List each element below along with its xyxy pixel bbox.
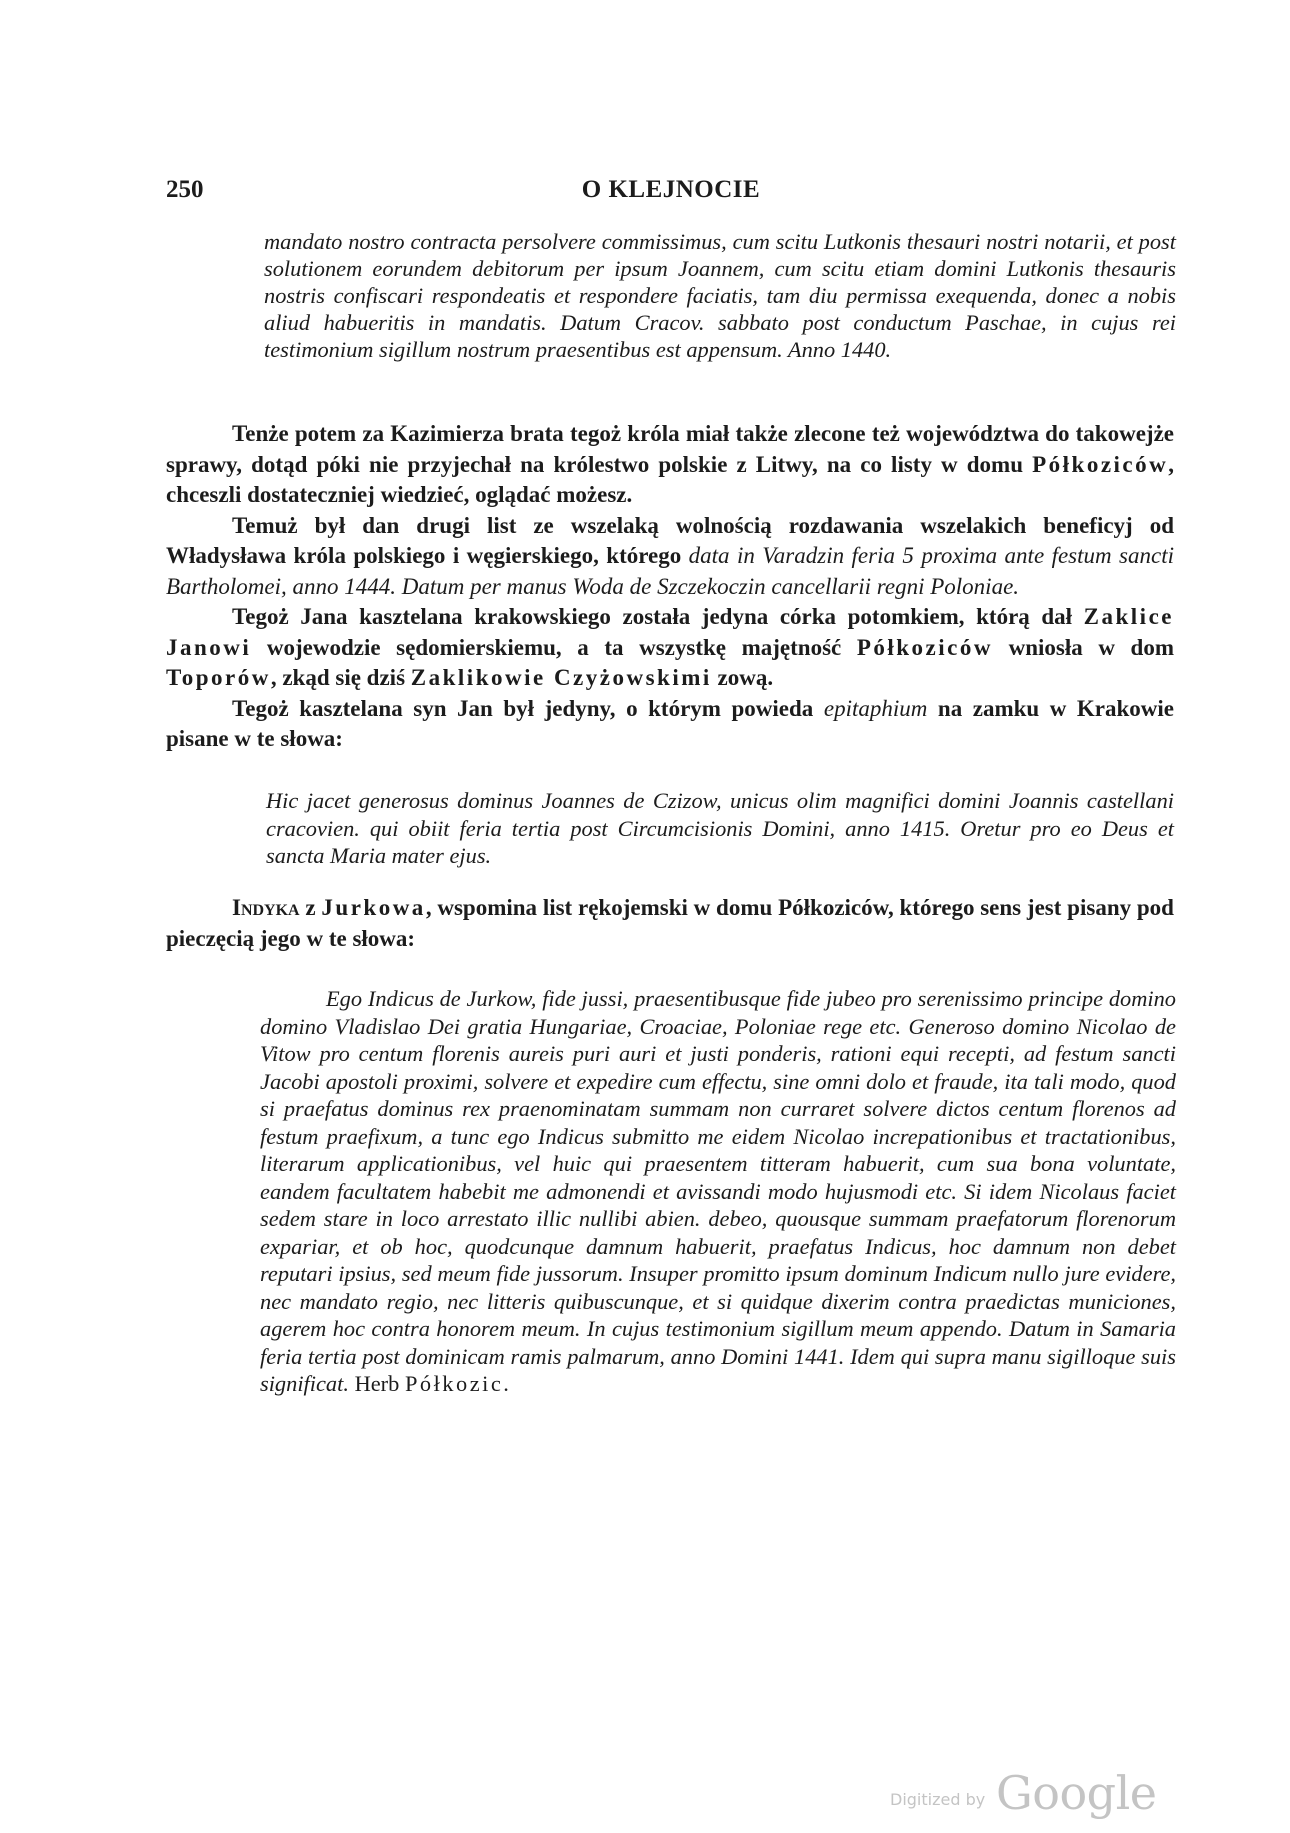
indyka-text (166, 893, 1174, 954)
family-name: Półkoziców (856, 634, 993, 660)
latin-date-phrase: data in Varadzin feria 5 proxima ante festum sancti Bartholomei, anno 1444. Datum per manus Woda de Szczekoczin cancellarii regni Poloniae. (166, 543, 1174, 599)
family-name: Półkoziców (1032, 451, 1169, 477)
main-text (166, 419, 1174, 755)
paragraph-temuz: Temuż był dan drugi list ze wszelaką wolnością rozdawania wszelakich beneficyj od Władysława króla polskiego i węgierskiego, którego data in Varadzin feria 5 proxima ante festum sancti Bartholomei, anno 1444. Datum per manus Woda de Szczekoczin cancellarii regni Poloniae. (166, 512, 1174, 599)
family-name: Zaklikowie Czyżowskimi (410, 665, 712, 690)
watermark-prefix: Digitized by (890, 1790, 986, 1809)
google-logo: Google (996, 1766, 1157, 1820)
herb-label: Herb (354, 1371, 400, 1396)
place-name: Jurkowa (321, 895, 426, 920)
page-number: 250 (166, 176, 204, 203)
running-title: O KLEJNOCIE (581, 176, 761, 203)
paragraph-indyka: Indyka z Jurkowa, wspomina list rękojemski w domu Półkoziców, którego sens jest pisany pod pieczęcią jego w te słowa: (166, 895, 1174, 951)
family-name: Toporów (166, 665, 271, 690)
epitaphium-word: epitaphium (823, 695, 928, 721)
paragraph-tegoz-jana: Tegoż Jana kasztelana krakowskiego została jedyna córka potomkiem, którą dał Zaklice Janowi wojewodzie sędomierskiemu, a ta wszystkę majętność Półkoziców wniosła w dom Toporów, zkąd się dziś Zaklikowie Czyżowskimi zową. (166, 604, 1174, 690)
running-head (166, 176, 1176, 210)
entry-headword: Indyka (232, 895, 300, 920)
paragraph-tegoz-kasztelana: Tegoż kasztelana syn Jan był jedyny, o którym powieda epitaphium na zamku w Krakowie pisane w te słowa: (166, 695, 1175, 751)
herb-name: Półkozic. (404, 1371, 512, 1396)
latin-document-continuation: mandato nostro contracta persolvere commissimus, cum scitu Lutkonis thesauri nostri notarii, et post solutionem eorundem debitorum per ipsum Joannem, cum scitu etiam domini Lutkonis thesauris nostris confiscari respondeatis et respondere faciatis, tam diu permissa exequenda, donec a nobis aliud habueritis in mandatis. Datum Cracov. sabbato post conductum Paschae, in cujus rei testimonium sigillum nostrum praesentibus est appensum. Anno 1440. (264, 229, 1176, 362)
epitaph-text: Hic jacet generosus dominus Joannes de Czizow, unicus olim magnifici domini Joannis castellani cracovien. qui obiit feria tertia post Circumcisionis Domini, anno 1415. Oretur pro eo Deus et sancta Maria mater ejus. (266, 788, 1174, 868)
paragraph-tenze: Tenże potem za Kazimierza brata tegoż króla miał także zlecone też województwa do takowejże sprawy, dotąd póki nie przyjechał na królestwo polskie z Litwy, na co listy w domu Półkoziców, chceszli dostateczniej wiedzieć, oglądać możesz. (166, 421, 1174, 507)
surety-charter (260, 985, 1176, 1398)
person-name: Zaklice Janowi (166, 604, 1174, 660)
charter-text: Ego Indicus de Jurkow, fide jussi, praesentibusque fide jubeo pro serenissimo principe domino domino Vladislao Dei gratia Hungariae, Croaciae, Poloniae rege etc. Generoso domino Nicolao de Vitow pro centum florenis aureis puri auri et justi ponderis, rationi equi recepti, ad festum sancti Jacobi apostoli proximi, solvere et expedire cum effectu, sine omni dolo et fraude, ita tali modo, quod si praefatus dominus rex praenominatam summam non curraret solvere dictos centum florenos ad festum praefixum, a tunc ego Indicus submitto me eidem Nicolao increpationibus et tractationibus, literarum applicationibus, vel huic qui praesentem titteram habuerit, cum sua bona voluntate, eandem facultatem habebit me admonendi et avissandi modo hujusmodi etc. Si idem Nicolaus faciet sedem stare in loco arrestato illic nullibi abien. debeo, quousque summam praefatorum florenorum expariar, et ob hoc, quodcunque damnum habuerit, praefatus Indicus, hoc damnum non debet reputari ipsius, sed meum fide jussorum. Insuper promitto ipsum dominum Indicum nullo jure evidere, nec mandato regio, nec litteris quibuscunque, et si quidque dixerim contra praedictas municiones, agerem hoc contra honorem meum. In cujus testimonium sigillum meum appendo. Datum in Samaria feria tertia post dominicam ramis palmarum, anno Domini 1441. Idem qui supra manu sigilloque suis significat. Herb Półkozic. (260, 986, 1176, 1396)
epitaph-and-indyka (166, 787, 1174, 870)
